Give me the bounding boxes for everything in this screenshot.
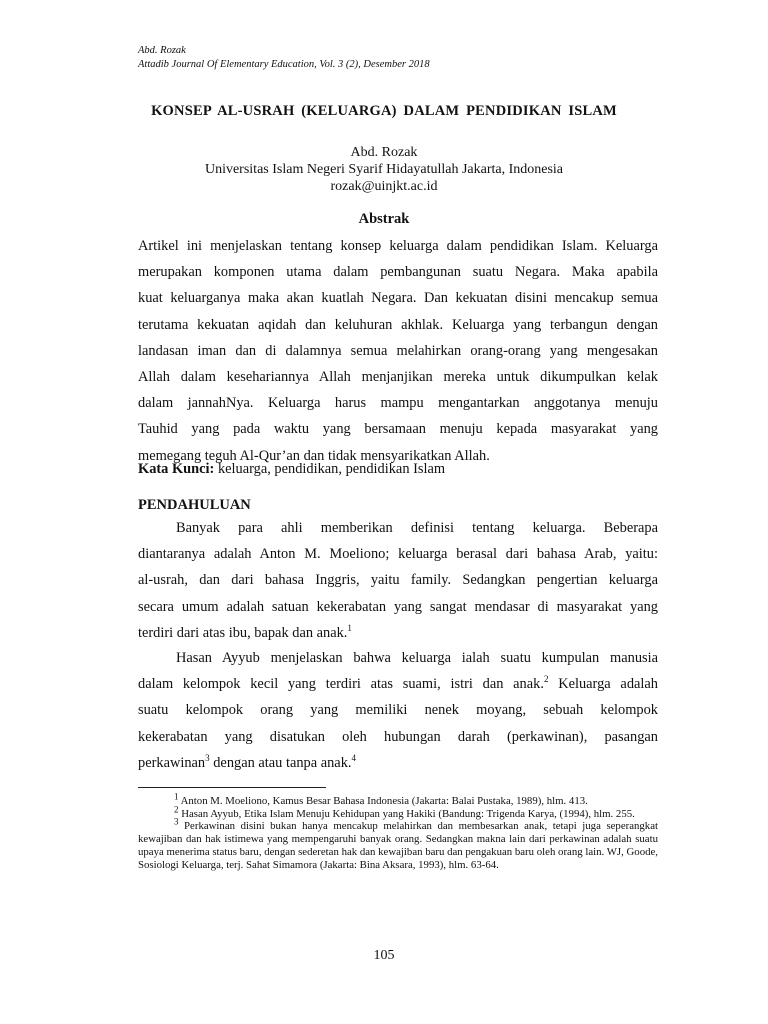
footnote-3 xyxy=(138,816,658,871)
footnote-text: seperangkat kewajiban dan hak istimewa yang mempengaruhi banyak orang. Sedangkan makna lain dari perkawinan adalah suatu upaya menerima status baru, dengan sederetan hak dan kewajiban baru dan pengakuan baru oleh orang lain. WJ, Goode, Sosiologi Keluarga, terj. Sahat Simamora (Jakarta: Bina Aksara, 1993), hlm. 63-64. xyxy=(138,820,658,871)
paragraph-line: Hasan Ayyub menjelaskan bahwa keluarga ialah suatu kumpulan manusia xyxy=(176,650,658,666)
header-journal: Attadib Journal Of Elementary Education, Vol. 3 (2), Desember 2018 xyxy=(138,59,430,70)
footnote-number: 1 xyxy=(174,791,179,802)
footnote-text: Hasan Ayyub, Etika Islam Menuju Kehidupan yang Hakiki (Bandung: Trigenda Karya, xyxy=(178,807,557,820)
abstract-line: terutama kekuatan aqidah dan keluhuran akhlak. Keluarga yang terbangun dengan xyxy=(138,316,658,333)
paper-title: KONSEP AL-USRAH (KELUARGA) DALAM PENDIDIKAN ISLAM xyxy=(151,103,617,119)
footnote-text: Perkawinan disini bukan hanya mencakup melahirkan dan membesarkan anak, tetapi juga xyxy=(178,820,601,833)
paragraph-line: Banyak para ahli memberikan definisi tentang keluarga. Beberapa xyxy=(176,520,658,536)
abstract-line: Tauhid yang pada waktu yang bersamaan menuju kepada masyarakat yang xyxy=(138,421,658,438)
abstract-heading: Abstrak xyxy=(358,211,410,227)
footnote-text: 413. xyxy=(568,795,588,807)
section-heading: PENDAHULUAN xyxy=(138,497,251,513)
abstract-line: memegang teguh Al-Qur’an dan tidak mensyarikatkan Allah. xyxy=(138,447,490,464)
footnote-first-line xyxy=(138,791,567,807)
running-header xyxy=(138,44,430,72)
paragraph-text: dengan atau tanpa anak. xyxy=(209,754,352,771)
footnote-2 xyxy=(138,804,658,821)
footnote-number: 3 xyxy=(174,816,179,827)
paragraph-text: perkawinan xyxy=(138,754,206,771)
footnote-first-line xyxy=(138,816,601,833)
footnote-ref: 3 xyxy=(205,752,210,763)
author-email: rozak@uinjkt.ac.id xyxy=(330,179,438,194)
keywords-label: Kata Kunci: xyxy=(138,461,215,477)
page-number: 105 xyxy=(373,948,395,963)
paragraph-line: diantaranya adalah Anton M. Moeliono; keluarga berasal dari bahasa Arab, yaitu: xyxy=(138,546,658,563)
paragraph-line: al-usrah, dan dari bahasa Inggris, yaitu family. Sedangkan pengertian keluarga xyxy=(138,572,658,589)
paragraph-text: dalam kelompok kecil yang terdiri atas suami, istri dan anak. xyxy=(138,676,544,693)
keywords-value: keluarga, pendidikan, pendidikan Islam xyxy=(214,461,446,477)
footnote-number: 2 xyxy=(174,804,179,815)
author-affiliation: Universitas Islam Negeri Syarif Hidayatullah Jakarta, Indonesia xyxy=(204,162,564,177)
header-author: Abd. Rozak xyxy=(138,45,186,56)
paragraph-line: suatu kelompok orang yang memiliki nenek moyang, sebuah kelompok xyxy=(138,702,658,719)
author-name: Abd. Rozak xyxy=(350,145,418,160)
author-block xyxy=(0,144,768,195)
paragraph-line xyxy=(138,750,658,776)
paragraph-line: kekerabatan yang disatukan oleh hubungan darah (perkawinan), pasangan xyxy=(138,728,658,745)
footnote-text: (1994), hlm. 255. xyxy=(559,807,635,820)
footnote-ref: 2 xyxy=(543,674,549,685)
paragraph-line xyxy=(138,620,658,646)
paragraph-text: terdiri dari atas ibu, bapak dan anak. xyxy=(138,624,348,641)
paragraph-text: Keluarga adalah xyxy=(548,676,658,693)
footnote-first-line xyxy=(138,804,557,820)
keywords xyxy=(138,459,445,479)
abstract-line: merupakan komponen utama dalam pembangunan suatu Negara. Maka apabila xyxy=(138,264,658,281)
footnote-text: Anton M. Moeliono, Kamus Besar Bahasa Indonesia (Jakarta: Balai Pustaka, 1989), hlm. xyxy=(178,795,567,807)
abstract-line: Artikel ini menjelaskan tentang konsep keluarga dalam pendidikan Islam. Keluarga xyxy=(138,238,658,254)
paragraph-line: secara umum adalah satuan kekerabatan yang sangat mendasar di masyarakat yang xyxy=(138,598,658,615)
abstract-line: kuat keluarganya maka akan kuatlah Negara. Dan kekuatan disini mencakup semua xyxy=(138,290,658,307)
paragraph-line xyxy=(138,671,658,697)
abstract-line: Allah dalam kesehariannya Allah menjanjikan mereka untuk dikumpulkan kelak xyxy=(138,368,658,385)
footnote-divider xyxy=(138,787,326,788)
abstract-line: dalam jannahNya. Keluarga harus mampu mengantarkan anggotanya menuju xyxy=(138,395,658,412)
paragraph-1 xyxy=(138,515,658,646)
footnote-ref: 1 xyxy=(347,622,352,633)
abstract-body xyxy=(138,233,658,469)
paragraph-2 xyxy=(138,645,658,776)
footnote-1 xyxy=(138,791,658,808)
footnote-ref: 4 xyxy=(351,752,356,763)
footnotes xyxy=(138,791,658,871)
abstract-line: landasan iman dan di dalamnya semua melahirkan orang-orang yang mengesakan xyxy=(138,342,658,359)
